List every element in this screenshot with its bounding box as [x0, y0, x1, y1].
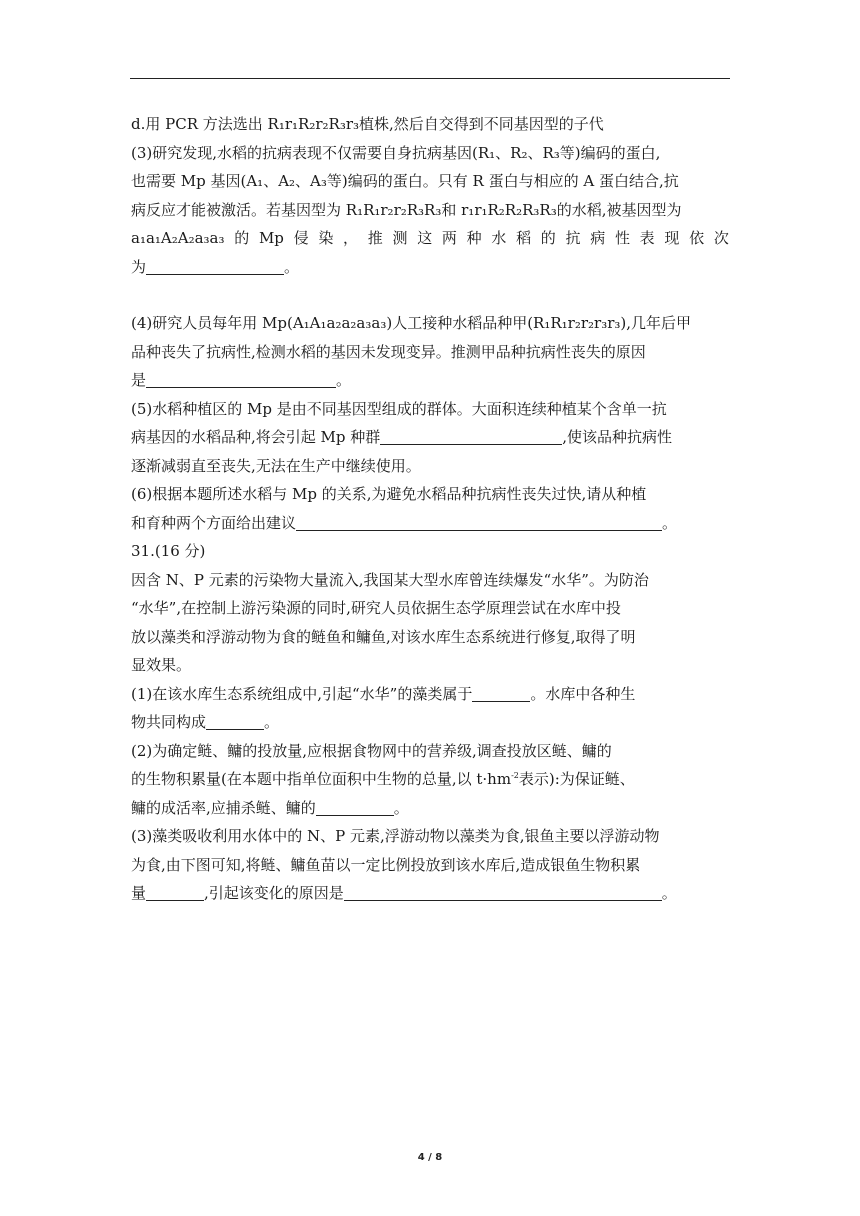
q31-s3-text-tail: 。: [661, 884, 677, 902]
option-d: d.用 PCR 方法选出 R₁r₁R₂r₂R₃r₃植株,然后自交得到不同基因型的子代: [131, 115, 604, 133]
q31-s3-text-mid: ,引起该变化的原因是: [204, 884, 344, 902]
q31-s1-line-2: [131, 708, 731, 737]
q31-s1-text-tail: 。水库中各种生: [530, 684, 636, 703]
q3-word: 水: [491, 229, 507, 247]
q5-line-2: [131, 423, 731, 452]
q3-word: 种: [466, 229, 482, 247]
q3-word: 的: [540, 229, 556, 247]
q31-s1-text-2: 物共同构成: [131, 713, 207, 731]
q5-text-tail: ,使该品种抗病性: [562, 428, 673, 446]
q31-s1-line-1: [131, 680, 731, 709]
q3-line-4: [131, 224, 729, 253]
q31-line-3: 放以藻类和浮游动物为食的鲢鱼和鳙鱼,对该水库生态系统进行修复,取得了明: [131, 627, 636, 646]
q31-header: 31.(16 分): [131, 542, 206, 560]
q5-line-1: (5)水稻种植区的 Mp 是由不同基因型组成的群体。大面积连续种植某个含单一抗: [131, 399, 667, 418]
q3-word: ，: [343, 229, 359, 247]
q3-word: 染: [318, 229, 334, 247]
q6-line-2: [131, 509, 731, 538]
q3-line-3: 病反应才能被激活。若基因型为 R₁R₁r₂r₂R₃R₃和 r₁r₁R₂R₂R₃R₃的水稻,被基因型为: [131, 200, 682, 219]
q31-s3-line-1: (3)藻类吸收利用水体中的 N、P 元素,浮游动物以藻类为食,银鱼主要以浮游动物: [131, 827, 660, 845]
q3-word: 稻: [516, 229, 532, 247]
q31-s1-blank-2[interactable]: [206, 711, 264, 730]
q31-line-1: 因含 N、P 元素的污染物大量流入,我国某大型水库曾连续爆发“水华”。为防治: [131, 570, 649, 589]
q6-text: 和育种两个方面给出建议: [131, 513, 297, 532]
q4-line-1: (4)研究人员每年用 Mp(A₁A₁a₂a₂a₃a₃)人工接种水稻品种甲(R₁R₁r₂r₂r₃r₃),几年后甲: [131, 314, 692, 332]
q3-word: 这: [417, 229, 433, 247]
q3-word: 推: [367, 229, 383, 247]
q31-line-2: “水华”,在控制上游污染源的同时,研究人员依据生态学原理尝试在水库中投: [131, 599, 621, 617]
document-body: [131, 110, 731, 908]
q31-s3-blank-2[interactable]: [344, 882, 662, 901]
q4-answer-suffix: 。: [336, 371, 352, 389]
q3-line-2: 也需要 Mp 基因(A₁、A₂、A₃等)编码的蛋白。只有 R 蛋白与相应的 A 蛋白结合,抗: [131, 172, 679, 190]
q31-s2-text-3-tail: 。: [393, 798, 409, 817]
q3-word: 两: [441, 229, 457, 247]
q3-word: 现: [664, 229, 680, 247]
q3-word: 性: [614, 229, 630, 247]
q3-word: Mp: [258, 229, 284, 247]
q31-s3-blank-1[interactable]: [146, 882, 204, 901]
q3-word: 依: [689, 229, 705, 247]
q3-word: 的: [234, 229, 250, 247]
q3-line-1: (3)研究发现,水稻的抗病表现不仅需要自身抗病基因(R₁、R₂、R₃等)编码的蛋白,: [131, 143, 661, 162]
q31-line-4: 显效果。: [131, 656, 192, 674]
q31-s2-text-3: 鳙的成活率,应捕杀鲢、鳙的: [131, 798, 316, 817]
q31-s3-line-2: 为食,由下图可知,将鲢、鳙鱼苗以一定比例投放到该水库后,造成银鱼生物积累: [131, 855, 641, 874]
q3-word: 表: [639, 229, 655, 247]
q3-answer-blank[interactable]: [146, 256, 284, 275]
q31-s1-text-2-tail: 。: [264, 713, 280, 731]
q31-s2-line-2: [131, 765, 731, 794]
page-number: 4 / 8: [417, 1152, 443, 1163]
q31-s2-superscript: -2: [511, 771, 519, 780]
q31-s2-text-tail: 表示):为保证鲢、: [518, 770, 635, 788]
q5-line-3: 逐渐减弱直至丧失,无法在生产中继续使用。: [131, 456, 421, 475]
q31-s2-text: 的生物积累量(在本题中指单位面积中生物的总量,以 t·hm: [131, 770, 512, 788]
q3-word: a₁a₁A₂A₂a₃a₃: [131, 229, 225, 247]
header-rule: [130, 78, 730, 79]
q3-answer-suffix: 。: [284, 257, 300, 276]
q5-text: 病基因的水稻品种,将会引起 Mp 种群: [131, 428, 381, 446]
q4-answer-prefix: 是: [131, 371, 147, 389]
q3-line-5: [131, 253, 731, 282]
q31-s3-line-3: [131, 879, 731, 908]
q31-s2-line-3: [131, 794, 731, 823]
q31-s3-text: 量: [131, 884, 147, 902]
q31-s1-text: (1)在该水库生态系统组成中,引起“水华”的藻类属于: [131, 684, 473, 703]
q3-word: 侵: [293, 229, 309, 247]
q3-word: 测: [392, 229, 408, 247]
q6-answer-blank[interactable]: [296, 512, 662, 531]
q4-answer-blank[interactable]: [146, 369, 336, 388]
q3-word: 抗: [565, 229, 581, 247]
q3-word: 次: [713, 229, 729, 247]
q31-s1-blank-1[interactable]: [472, 683, 530, 702]
q31-s2-line-1: (2)为确定鲢、鳙的投放量,应根据食物网中的营养级,调查投放区鲢、鳙的: [131, 741, 612, 760]
q3-answer-prefix: 为: [131, 257, 147, 276]
q6-text-tail: 。: [662, 513, 678, 532]
q6-line-1: (6)根据本题所述水稻与 Mp 的关系,为避免水稻品种抗病性丧失过快,请从种植: [131, 485, 647, 503]
q3-word: 病: [590, 229, 606, 247]
spacer: [131, 281, 731, 309]
q4-line-2: 品种丧失了抗病性,检测水稻的基因未发现变异。推测甲品种抗病性丧失的原因: [131, 342, 646, 361]
q5-answer-blank[interactable]: [380, 426, 562, 445]
q4-line-3: [131, 366, 731, 395]
q31-s2-blank[interactable]: [316, 797, 394, 816]
